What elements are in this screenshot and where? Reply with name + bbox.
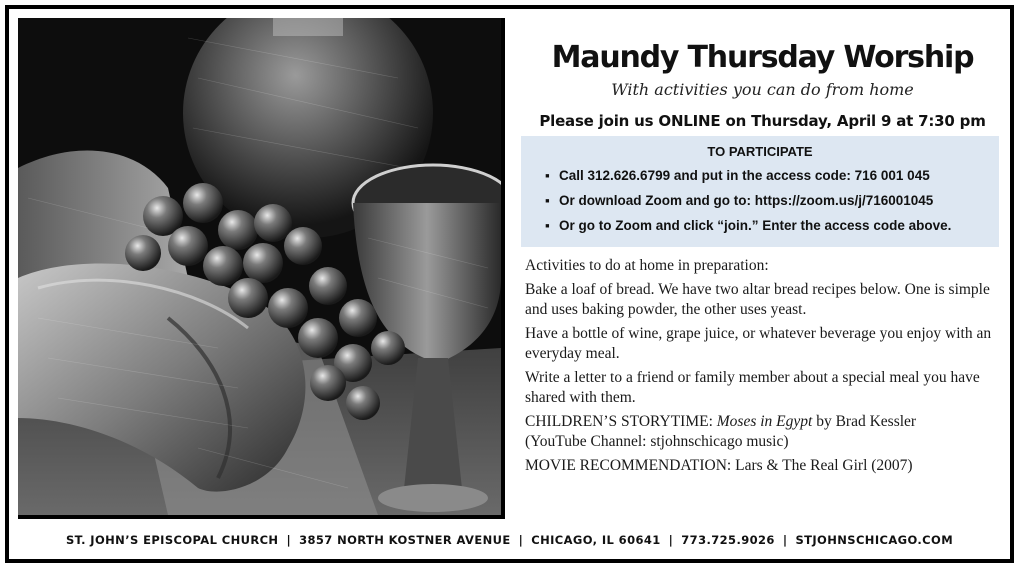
still-life-artwork: [18, 18, 505, 519]
join-online-line: Please join us ONLINE on Thursday, April 9 at 7:30 pm: [539, 112, 986, 130]
storytime-book-title: Moses in Egypt: [716, 413, 813, 430]
participate-item-zoom-link[interactable]: ▪ Or download Zoom and go to: https://zoom.us/j/716001045: [545, 188, 999, 213]
footer-phone: 773.725.9026: [681, 533, 775, 547]
event-details: [511, 18, 1014, 515]
activity-letter: Write a letter to a friend or family member about a special meal you have shared with them.: [525, 369, 980, 406]
footer-address: 3857 NORTH KOSTNER AVENUE: [299, 533, 511, 547]
activity-storytime: [525, 412, 1005, 452]
footer-website[interactable]: STJOHNSCHICAGO.COM: [795, 533, 954, 547]
activity-movie: MOVIE RECOMMENDATION: Lars & The Real Girl (2007): [525, 457, 913, 474]
participate-item-phone: ▪ Call 312.626.6799 and put in the access code: 716 001 045: [545, 163, 999, 188]
footer-separator: |: [782, 533, 788, 547]
storytime-label: CHILDREN’S STORYTIME:: [525, 413, 717, 430]
activities-section: [525, 256, 1005, 480]
participate-box: [521, 136, 999, 247]
participate-list: [521, 163, 999, 238]
participate-item-zoom-join: ▪ Or go to Zoom and click “join.” Enter the access code above.: [545, 213, 999, 238]
footer-separator: |: [668, 533, 674, 547]
footer-church-name: ST. JOHN’S EPISCOPAL CHURCH: [65, 533, 279, 547]
footer-city: CHICAGO, IL 60641: [531, 533, 661, 547]
flyer-frame: [5, 5, 1014, 563]
church-footer: [9, 533, 1010, 547]
activities-intro: Activities to do at home in preparation:: [525, 257, 769, 274]
event-subtitle: With activities you can do from home: [611, 80, 914, 99]
footer-separator: |: [518, 533, 524, 547]
event-title: Maundy Thursday Worship: [551, 40, 974, 75]
storytime-channel: (YouTube Channel: stjohnschicago music): [525, 433, 789, 450]
activity-wine: Have a bottle of wine, grape juice, or whatever beverage you enjoy with an everyday meal.: [525, 325, 992, 362]
activity-bread: Bake a loaf of bread. We have two altar bread recipes below. One is simple and uses baking powder, the other uses yeast.: [525, 281, 990, 318]
bread-grapes-chalice-illustration: [18, 18, 501, 515]
participate-heading: TO PARTICIPATE: [707, 144, 813, 159]
storytime-author: by Brad Kessler: [812, 413, 917, 430]
footer-separator: |: [286, 533, 292, 547]
